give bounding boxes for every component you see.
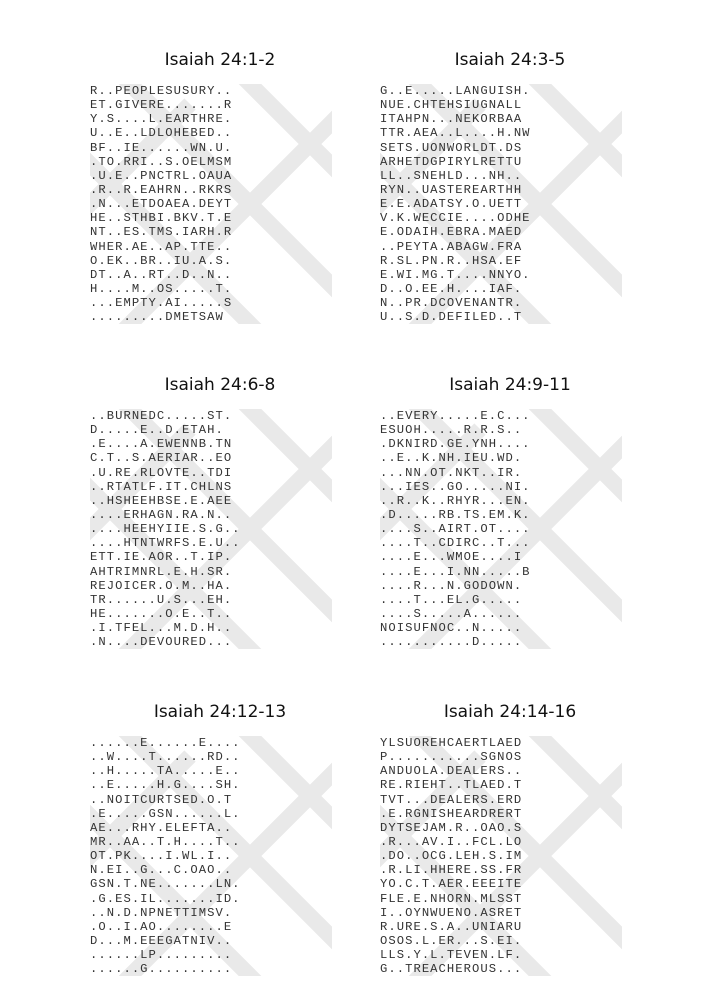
grid-row: ..RTATLF.IT.CHLNS: [90, 479, 233, 494]
grid-row: ......LP.........: [90, 948, 233, 963]
grid-row: ET.GIVERE.......R: [90, 98, 233, 113]
grid-row: E.WI.MG.T....NNYO.: [380, 267, 531, 282]
puzzle-title: Isaiah 24:12-13: [153, 702, 287, 722]
grid-row: YLSUOREHCAERTLAED: [380, 736, 523, 750]
grid-row: LL..SNEHLD...NH..: [380, 168, 523, 183]
grid-row: ARHETDGPIRYLRETTU: [380, 154, 523, 169]
grid-row: MR..AA..T.H....T..: [90, 834, 241, 849]
grid-row: TR......U.S...EH.: [90, 592, 233, 607]
grid-row: D..O.EE.H....IAF.: [380, 281, 523, 296]
grid-row: ....T...EL.G.....: [380, 592, 523, 607]
grid-row: WHER.AE..AP.TTE..: [90, 239, 233, 254]
grid-row: NUE.CHTEHSIUGNALL: [380, 98, 523, 113]
grid-row: D...M.EEEGATNIV..: [90, 933, 233, 948]
grid-row: R.URE.S.A..UNIARU: [380, 919, 523, 934]
grid-row: E.E.ADATSY.O.UETT: [380, 197, 523, 212]
letter-grid-area: [90, 84, 332, 324]
letter-grid: [90, 736, 241, 976]
puzzle-title: Isaiah 24:3-5: [454, 50, 566, 70]
letter-grid: [380, 84, 531, 324]
grid-row: .TO.RRI..S.OELMSM: [90, 154, 233, 169]
grid-row: R.SL.PN.R..HSA.EF: [380, 253, 523, 268]
grid-row: ....E...I.NN.....B: [380, 564, 531, 579]
grid-row: SETS.UONWORLDT.DS: [380, 140, 523, 155]
letter-grid: [380, 409, 531, 649]
grid-row: ...EMPTY.AI.....S: [90, 296, 233, 311]
grid-row: ....HTNTWRFS.E.U..: [90, 536, 241, 551]
letter-grid-area: [90, 409, 332, 649]
grid-row: ....S..AIRT.OT....: [380, 522, 531, 537]
grid-row: NOISUFNOC..N.....: [380, 621, 523, 636]
grid-row: ANDUOLA.DEALERS..: [380, 764, 523, 779]
grid-row: ....T..CDIRC..T...: [380, 536, 531, 551]
grid-row: .........DMETSAW: [90, 310, 224, 325]
grid-row: DYTSEJAM.R..OAO.S: [380, 820, 523, 835]
grid-row: ......E......E....: [90, 736, 241, 750]
grid-row: OSOS.L.ER...S.EI.: [380, 933, 523, 948]
grid-row: I..OYNWUENO.ASRET: [380, 905, 523, 920]
puzzle-title: Isaiah 24:14-16: [443, 702, 577, 722]
letter-grid-area: [380, 736, 622, 976]
grid-row: E.ODAIH.EBRA.MAED: [380, 225, 523, 240]
grid-row: ....HEEHYIIE.S.G..: [90, 522, 241, 537]
grid-row: TTR.AEA..L....H.NW: [380, 126, 531, 141]
grid-row: ETT.IE.AOR..T.IP.: [90, 550, 233, 565]
grid-row: ..W....T......RD..: [90, 750, 241, 765]
grid-row: H....M..OS.....T.: [90, 281, 233, 296]
grid-row: ...........D.....: [380, 635, 523, 650]
grid-row: N..PR.DCOVENANTR.: [380, 296, 523, 311]
grid-row: .DKNIRD.GE.YNH....: [380, 437, 531, 452]
grid-row: ....E...WMOE....I: [380, 550, 523, 565]
grid-row: .E.RGNISHEARDRERT: [380, 806, 523, 821]
grid-row: .R.LI.HHERE.SS.FR: [380, 863, 523, 878]
grid-row: O.EK..BR..IU.A.S.: [90, 253, 233, 268]
grid-row: DT..A..RT..D..N..: [90, 267, 233, 282]
grid-row: ...NN.OT.NKT..IR.: [380, 465, 523, 480]
puzzle-title: Isaiah 24:9-11: [449, 375, 571, 395]
grid-row: ..N.D.NPNETTIMSV.: [90, 905, 233, 920]
grid-row: ......G..........: [90, 962, 233, 977]
grid-row: N.EI..G...C.OAO..: [90, 863, 233, 878]
letter-grid-area: [380, 84, 622, 324]
puzzle-title: Isaiah 24:6-8: [164, 375, 276, 395]
grid-row: .U.RE.RLOVTE..TDI: [90, 465, 233, 480]
grid-row: .I.TFEL...M.D.H..: [90, 621, 233, 636]
grid-row: .O..I.AO........E: [90, 919, 233, 934]
grid-row: .DO..OCG.LEH.S.IM: [380, 849, 523, 864]
grid-row: FLE.E.NHORN.MLSST: [380, 891, 523, 906]
grid-row: .E.....GSN......L.: [90, 806, 241, 821]
grid-row: ESUOH.....R.R.S..: [380, 423, 523, 438]
grid-row: ..NOITCURTSED.O.T: [90, 792, 233, 807]
grid-row: BF..IE......WN.U.: [90, 140, 233, 155]
grid-row: D.....E..D.ETAH.: [90, 423, 224, 438]
grid-row: .E....A.EWENNB.TN: [90, 437, 233, 452]
grid-row: ITAHPN...NEKORBAA: [380, 112, 523, 127]
grid-row: .R..R.EAHRN..RKRS: [90, 182, 233, 197]
grid-row: ..PEYTA.ABAGW.FRA: [380, 239, 523, 254]
grid-row: RE.RIEHT..TLAED.T: [380, 778, 523, 793]
grid-row: HE..STHBI.BKV.T.E: [90, 211, 233, 226]
grid-row: RYN..UASTEREARTHH: [380, 182, 523, 197]
letter-grid: [90, 409, 241, 649]
letter-grid: [380, 736, 522, 976]
grid-row: G..TREACHEROUS...: [380, 962, 523, 977]
puzzle-title: Isaiah 24:1-2: [164, 50, 276, 70]
grid-row: GSN.T.NE.......LN.: [90, 877, 241, 892]
grid-row: ..BURNEDC.....ST.: [90, 409, 233, 423]
grid-row: REJOICER.O.M..HA.: [90, 578, 233, 593]
grid-row: HE.......O.E..T..: [90, 606, 233, 621]
grid-row: ....S.....A......: [380, 606, 523, 621]
grid-row: OT.PK....I.WL.I..: [90, 849, 233, 864]
grid-row: V.K.WECCIE....ODHE: [380, 211, 531, 226]
grid-row: C.T..S.AERIAR..EO: [90, 451, 233, 466]
grid-row: U..S.D.DEFILED..T: [380, 310, 523, 325]
grid-row: ..E.....H.G....SH.: [90, 778, 241, 793]
grid-row: P...........SGNOS: [380, 750, 523, 765]
grid-row: Y.S....L.EARTHRE.: [90, 112, 233, 127]
grid-row: ..H.....TA.....E..: [90, 764, 241, 779]
grid-row: TVT...DEALERS.ERD: [380, 792, 523, 807]
grid-row: .N....DEVOURED...: [90, 635, 233, 650]
letter-grid-area: [90, 736, 332, 976]
grid-row: .U.E..PNCTRL.OAUA: [90, 168, 233, 183]
grid-row: YO.C.T.AER.EEEITE: [380, 877, 523, 892]
grid-row: ..E..K.NH.IEU.WD.: [380, 451, 523, 466]
grid-row: .G.ES.IL.......ID.: [90, 891, 241, 906]
grid-row: ...IES..GO.....NI.: [380, 479, 531, 494]
grid-row: AHTRIMNRL.E.H.SR.: [90, 564, 233, 579]
letter-grid: [90, 84, 232, 324]
letter-grid-area: [380, 409, 622, 649]
grid-row: ..EVERY.....E.C...: [380, 409, 531, 423]
grid-row: ....ERHAGN.RA.N..: [90, 507, 233, 522]
grid-row: NT..ES.TMS.IARH.R: [90, 225, 233, 240]
grid-row: ..R..K..RHYR...EN.: [380, 493, 531, 508]
grid-row: AE...RHY.ELEFTA..: [90, 820, 233, 835]
grid-row: R..PEOPLESUSURY..: [90, 84, 233, 98]
grid-row: ....R...N.GODOWN.: [380, 578, 523, 593]
grid-row: G..E.....LANGUISH.: [380, 84, 531, 98]
grid-row: LLS.Y.L.TEVEN.LF.: [380, 948, 523, 963]
grid-row: ..HSHEEHBSE.E.AEE: [90, 493, 233, 508]
grid-row: U..E..LDLOHEBED..: [90, 126, 233, 141]
grid-row: .N...ETDOAEA.DEYT: [90, 197, 233, 212]
grid-row: .R...AV.I..FCL.LO: [380, 834, 523, 849]
grid-row: .D.....RB.TS.EM.K.: [380, 507, 531, 522]
